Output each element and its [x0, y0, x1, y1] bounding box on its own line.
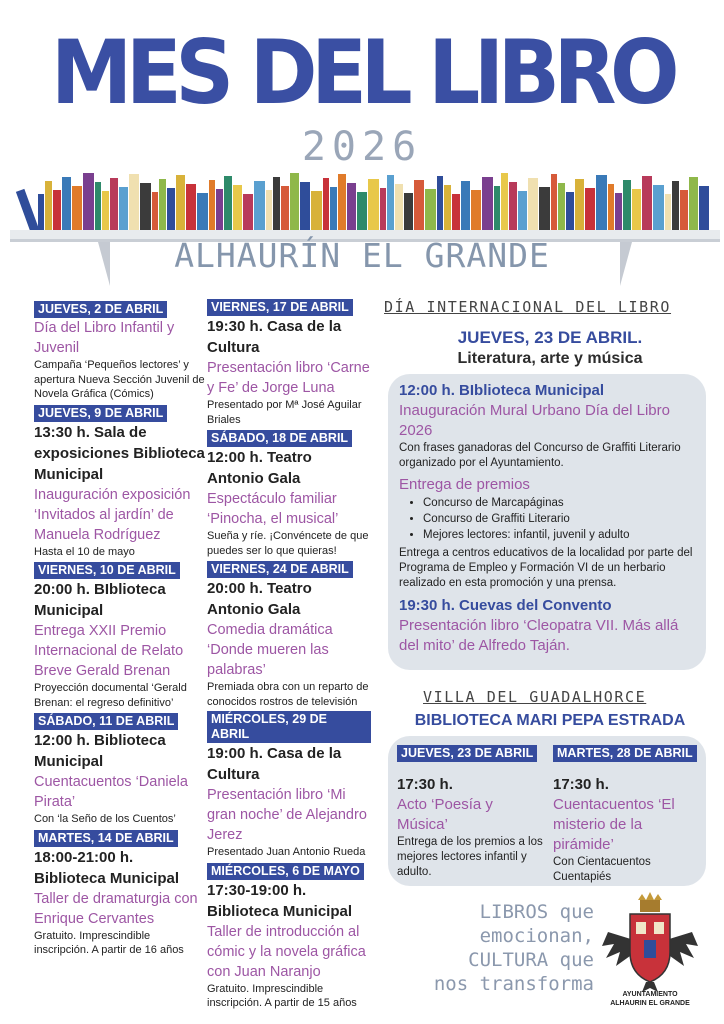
book-spine — [266, 190, 272, 230]
event-apr-10 — [34, 561, 206, 710]
book-spine — [414, 180, 424, 230]
event-date: JUEVES, 9 DE ABRIL — [34, 405, 167, 422]
book-spine — [425, 189, 436, 230]
event-title: Comedia dramática ‘Donde mueren las palabras’ — [207, 622, 333, 678]
event-apr-18 — [207, 429, 371, 558]
books — [16, 173, 709, 235]
book-spine — [290, 173, 299, 230]
event-title: Inauguración exposición ‘Invitados al jardín’ de Manuela Rodríguez — [34, 486, 191, 543]
event-may-6 — [207, 862, 371, 1011]
event-date: JUEVES, 2 DE ABRIL — [34, 301, 167, 318]
villa-event-apr-23 — [397, 744, 543, 880]
book-spine — [566, 192, 574, 230]
dil-heading: DÍA INTERNACIONAL DEL LIBRO — [384, 298, 672, 316]
book-spine — [233, 185, 242, 230]
event-note: Hasta el 10 de mayo — [34, 545, 135, 558]
book-spine — [62, 177, 71, 230]
book-spine — [501, 173, 508, 230]
book-spine — [452, 194, 460, 230]
book-spine — [444, 185, 451, 230]
dil-subtitle: Literatura, arte y música — [457, 350, 643, 367]
book-spine — [224, 176, 232, 230]
book-spine — [186, 184, 196, 230]
book-spine — [167, 188, 175, 230]
villa-event-apr-28 — [553, 744, 703, 885]
book-spine — [254, 181, 265, 230]
event-apr-2 — [34, 300, 206, 402]
book-spine — [347, 183, 356, 230]
book-spine — [129, 174, 139, 230]
book-spine — [558, 183, 565, 230]
book-spine — [368, 179, 379, 230]
slogan-line: emocionan, — [479, 925, 594, 947]
book-spine — [596, 175, 607, 230]
book-spine — [585, 188, 595, 230]
dil-book-presentation: Presentación libro ‘Cleopatra VII. Más allá del mito’ de Alfredo Taján. — [399, 617, 679, 654]
town-name: ALHAURÍN EL GRANDE — [174, 236, 550, 275]
event-title: Cuentacuentos ‘Daniela Pirata’ — [34, 774, 188, 810]
book-spine — [45, 181, 52, 230]
event-title: Espectáculo familiar ‘Pinocha, el musical’ — [207, 491, 339, 527]
book-spine — [300, 182, 310, 230]
book-spine — [110, 178, 118, 230]
event-note: Presentado por Mª José Aguilar Briales — [207, 399, 362, 426]
dil-panel — [388, 374, 706, 670]
book-spine — [528, 178, 538, 230]
slogan-line: nos transforma — [433, 973, 594, 995]
slogan-line: LIBROS que — [479, 901, 594, 923]
event-date: VIERNES, 24 DE ABRIL — [207, 561, 353, 578]
book-spine — [632, 189, 641, 230]
book-spine — [16, 189, 40, 235]
dil-mural: Inauguración Mural Urbano Día del Libro 2026 — [399, 402, 670, 439]
event-date: VIERNES, 10 DE ABRIL — [34, 562, 180, 579]
dil-prize-list — [399, 495, 699, 543]
event-date: MARTES, 14 DE ABRIL — [34, 830, 178, 847]
event-note: Sueña y ríe. ¡Convéncete de que puedes ser lo que quieras! — [207, 530, 369, 557]
book-spine — [642, 176, 652, 230]
book-spine — [159, 179, 166, 230]
book-spine — [437, 176, 443, 230]
events-column-2 — [207, 298, 371, 1013]
book-spine — [494, 186, 500, 230]
event-apr-9 — [34, 404, 206, 560]
dil-herbarium-note: Entrega a centros educativos de la localidad por parte del Programa de Empleo y Formación VI de un herbario realizado en esta promoción y una prensa. — [399, 547, 693, 589]
event-title: Presentación libro ‘Mi gran noche’ de Alejandro Jerez — [207, 787, 367, 843]
book-spine — [471, 190, 481, 230]
event-title: Cuentacuentos ‘El misterio de la pirámide’ — [553, 796, 675, 853]
event-note: Gratuito. Imprescindible inscripción. A partir de 15 años — [207, 982, 357, 1009]
slogan — [394, 900, 594, 996]
book-spine — [38, 194, 44, 230]
event-title: Acto ‘Poesía y Música’ — [397, 796, 493, 833]
book-spine — [608, 184, 614, 230]
event-note: Presentado Juan Antonio Rueda — [207, 846, 366, 858]
council-name — [592, 990, 708, 1008]
event-time-place: 20:00 h. BIblioteca Municipal — [34, 581, 166, 619]
book-spine — [672, 181, 679, 230]
council-line-1: AYUNTAMIENTO — [622, 991, 678, 998]
event-apr-11 — [34, 712, 206, 827]
event-date: VIERNES, 17 DE ABRIL — [207, 299, 353, 316]
dil-mural-note: Con frases ganadoras del Concurso de Graffiti Literario organizado por el Ayuntamiento. — [399, 442, 681, 469]
event-note: Campaña ‘Pequeños lectores’ y apertura Nueva Sección Juvenil de Novela Gráfica (Cómics) — [34, 359, 205, 400]
dil-time-2: 19:30 h. Cuevas del Convento — [399, 597, 612, 614]
event-time-place: 19:00 h. Casa de la Cultura — [207, 745, 342, 783]
event-apr-17 — [207, 298, 371, 427]
event-time-place: 18:00-21:00 h. Biblioteca Municipal — [34, 848, 180, 887]
slogan-line: CULTURA que — [468, 949, 594, 971]
book-spine — [387, 175, 394, 230]
event-time: 17:30 h. — [553, 776, 609, 793]
book-spine — [539, 187, 550, 230]
book-spine — [323, 178, 329, 230]
villa-heading: VILLA DEL GUADALHORCE — [423, 688, 647, 706]
event-time-place: 13:30 h. Sala de exposiciones Biblioteca Municipal — [34, 423, 205, 483]
event-time-place: 12:00 h. Biblioteca Municipal — [34, 732, 166, 770]
book-spine — [509, 182, 517, 230]
book-spine — [83, 173, 94, 230]
book-spine — [209, 180, 215, 230]
event-date: MARTES, 28 DE ABRIL — [553, 745, 697, 762]
event-note: Entrega de los premios a los mejores lectores infantil y adulto. — [397, 836, 543, 878]
dil-prizes: Entrega de premios — [399, 476, 530, 493]
book-spine — [653, 185, 664, 230]
event-title: Día del Libro Infantil y Juvenil — [34, 320, 175, 356]
event-time-place: 20:00 h. Teatro Antonio Gala — [207, 580, 312, 618]
book-spine — [176, 175, 185, 230]
event-note: Proyección documental ‘Gerald Brenan: el regreso definitivo’ — [34, 682, 187, 709]
event-title: Taller de introducción al cómic y la novela gráfica con Juan Naranjo — [207, 923, 366, 980]
book-spine — [281, 186, 289, 230]
book-spine — [575, 179, 584, 230]
book-spine — [152, 192, 158, 230]
dil-time-1: 12:00 h. BIblioteca Municipal — [399, 382, 605, 399]
dil-date: JUEVES, 23 DE ABRIL. — [457, 328, 643, 347]
book-spine — [53, 190, 61, 230]
event-apr-24 — [207, 560, 371, 709]
poster-title: MES DEL LIBRO — [50, 21, 674, 124]
event-time-place: 12:00 h. Teatro Antonio Gala — [207, 449, 312, 487]
book-spine — [357, 192, 367, 230]
book-spine — [461, 181, 470, 230]
book-spine — [216, 189, 223, 230]
event-note: Gratuito. Imprescindible inscripción. A partir de 16 años — [34, 929, 184, 956]
book-spine — [404, 193, 413, 230]
book-spine — [395, 184, 403, 230]
book-spine — [330, 187, 337, 230]
event-date: SÁBADO, 11 DE ABRIL — [34, 713, 178, 730]
villa-library: BIBLIOTECA MARI PEPA ESTRADA — [414, 712, 686, 729]
event-date: MIÉRCOLES, 6 DE MAYO — [207, 863, 364, 880]
list-item: • Concurso de Graffiti Literario — [423, 511, 699, 527]
book-spine — [518, 191, 527, 230]
event-apr-29 — [207, 711, 371, 860]
list-item: • Concurso de Marcapáginas — [423, 495, 699, 511]
event-title: Taller de dramaturgia con Enrique Cervantes — [34, 890, 198, 927]
book-spine — [482, 177, 493, 230]
event-time-place: 17:30-19:00 h. Biblioteca Municipal — [207, 881, 353, 920]
book-spine — [95, 182, 101, 230]
book-spine — [665, 194, 671, 230]
book-spine — [197, 193, 208, 230]
book-spine — [699, 186, 709, 230]
book-spine — [140, 183, 151, 230]
book-spine — [380, 188, 386, 230]
poster-year: 2026 — [301, 124, 423, 170]
event-time: 17:30 h. — [397, 776, 453, 793]
event-note: Con Cientacuentos Cuentapiés — [553, 856, 651, 883]
event-time-place: 19:30 h. Casa de la Cultura — [207, 318, 342, 356]
events-column-1 — [34, 300, 206, 960]
book-spine — [689, 177, 698, 230]
book-spine — [338, 174, 346, 230]
book-spine — [311, 191, 322, 230]
event-date: SÁBADO, 18 DE ABRIL — [207, 430, 352, 447]
villa-panel — [388, 736, 706, 886]
event-note: Premiada obra con un reparto de conocidos rostros de televisión — [207, 681, 369, 708]
book-spine — [102, 191, 109, 230]
book-spine — [243, 194, 253, 230]
event-title: Presentación libro ‘Carne y Fe’ de Jorge Luna — [207, 360, 370, 396]
book-spine — [273, 177, 280, 230]
book-spine — [615, 193, 622, 230]
event-note: Con ‘la Seño de los Cuentos’ — [34, 813, 176, 825]
book-spine — [680, 190, 688, 230]
event-title: Entrega XXII Premio Internacional de Relato Breve Gerald Brenan — [34, 623, 184, 679]
book-spine — [72, 186, 82, 230]
book-spine — [551, 174, 557, 230]
event-date: JUEVES, 23 DE ABRIL — [397, 745, 537, 762]
council-line-2: ALHAURIN EL GRANDE — [610, 1000, 690, 1007]
book-spine — [119, 187, 128, 230]
book-spine — [623, 180, 631, 230]
list-item: • Mejores lectores: infantil, juvenil y adulto — [423, 527, 699, 543]
event-apr-14 — [34, 829, 206, 958]
event-date: MIÉRCOLES, 29 DE ABRIL — [207, 711, 371, 743]
